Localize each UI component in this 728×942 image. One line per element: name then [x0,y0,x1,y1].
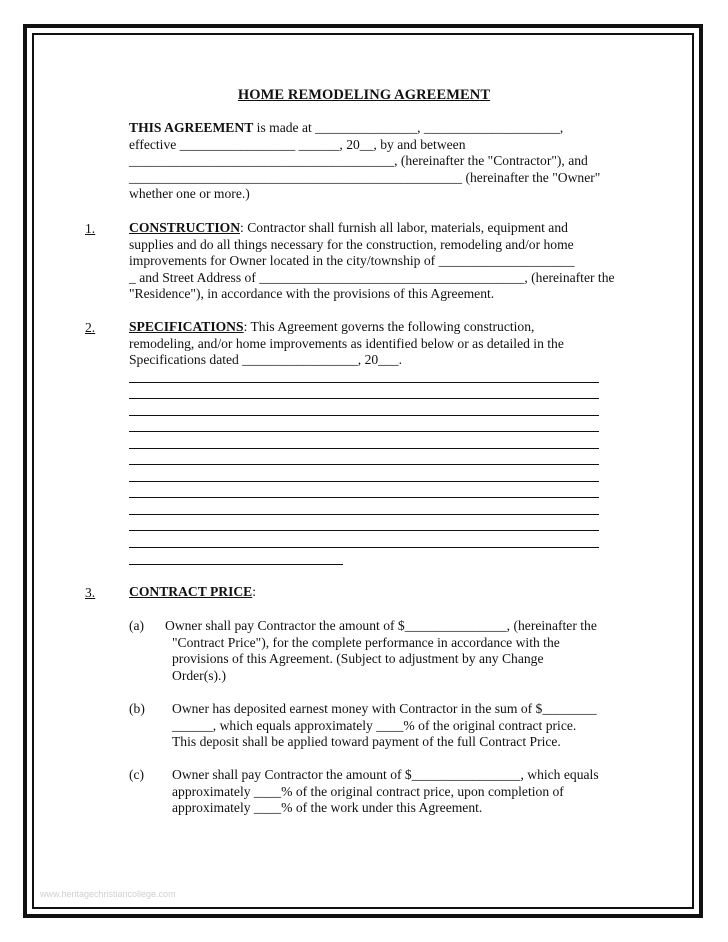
section-1-line-5: "Residence"), in accordance with the provisions of this Agreement. [129,286,495,301]
specification-blank-line[interactable] [129,497,599,498]
section-2-line-1 [129,319,534,335]
intro-line-5: whether one or more.) [129,186,250,201]
clause-b-line-1: Owner has deposited earnest money with Contractor in the sum of $________ [172,701,597,716]
section-2-line-2: remodeling, and/or home improvements as identified below or as detailed in the [129,336,564,351]
section-1-heading: CONSTRUCTION [129,220,241,235]
specification-blank-line[interactable] [129,415,599,416]
clause-a-line-3: provisions of this Agreement. (Subject to adjustment by any Change [172,651,544,666]
clause-a-line-2: "Contract Price"), for the complete performance in accordance with the [172,635,560,650]
specification-blank-line[interactable] [129,514,599,515]
clause-c-line-1: Owner shall pay Contractor the amount of $________________, which equals [172,767,599,782]
section-1-line-2: supplies and do all things necessary for the construction, remodeling and/or home [129,237,574,252]
intro-line-4: _________________________________________________ (hereinafter the "Owner" [129,170,601,185]
intro-line-1 [129,120,563,136]
specification-blank-line[interactable] [129,530,599,531]
document-title: HOME REMODELING AGREEMENT [237,87,491,103]
watermark-text: www.heritagechristiancollege.com [40,889,176,899]
section-1-line-1 [129,220,568,236]
section-2-number: 2. [85,320,96,335]
clause-c-line-3: approximately ____% of the work under this Agreement. [172,800,483,815]
section-2-line-1-rest: : This Agreement governs the following construction, [243,319,535,334]
section-3-number: 3. [85,585,96,600]
section-2-line-3: Specifications dated _________________, 20___. [129,352,402,367]
clause-a-line-4: Order(s).) [172,668,226,683]
clause-a-line-1: Owner shall pay Contractor the amount of $_______________, (hereinafter the [165,618,597,633]
section-1-line-3: improvements for Owner located in the city/township of ____________________ [129,253,575,268]
specification-blank-line[interactable] [129,398,599,399]
clause-b-line-2: ______, which equals approximately ____% of the original contract price. [172,718,577,733]
clause-c-line-2: approximately ____% of the original contract price, upon completion of [172,784,564,799]
intro-line-3: _______________________________________, (hereinafter the "Contractor"), and [129,153,588,168]
clause-b-label: (b) [129,701,145,716]
clause-c-label: (c) [129,767,145,782]
specification-blank-line[interactable] [129,431,599,432]
specification-blank-line[interactable] [129,481,599,482]
specification-blank-line[interactable] [129,382,599,383]
section-2-heading: SPECIFICATIONS [129,319,244,334]
section-3-heading: CONTRACT PRICE [129,584,253,599]
clause-b-line-3: This deposit shall be applied toward payment of the full Contract Price. [172,734,561,749]
section-3-heading-line [129,584,256,600]
intro-line-2: effective _________________ ______, 20__, by and between [129,137,466,152]
section-1-line-1-rest: : Contractor shall furnish all labor, materials, equipment and [240,220,568,235]
intro-line-1-rest: is made at _______________, ____________________, [253,120,564,135]
section-1-number: 1. [85,221,96,236]
clause-a-label: (a) [129,618,145,633]
section-1-line-4: _ and Street Address of _______________________________________, (hereinafter the [129,270,615,285]
intro-bold-lead: THIS AGREEMENT [129,120,254,135]
specification-blank-line[interactable] [129,464,599,465]
section-3-heading-suffix: : [252,584,257,599]
specification-blank-line[interactable] [129,547,599,548]
specification-blank-line[interactable] [129,564,343,565]
specification-blank-line[interactable] [129,448,599,449]
